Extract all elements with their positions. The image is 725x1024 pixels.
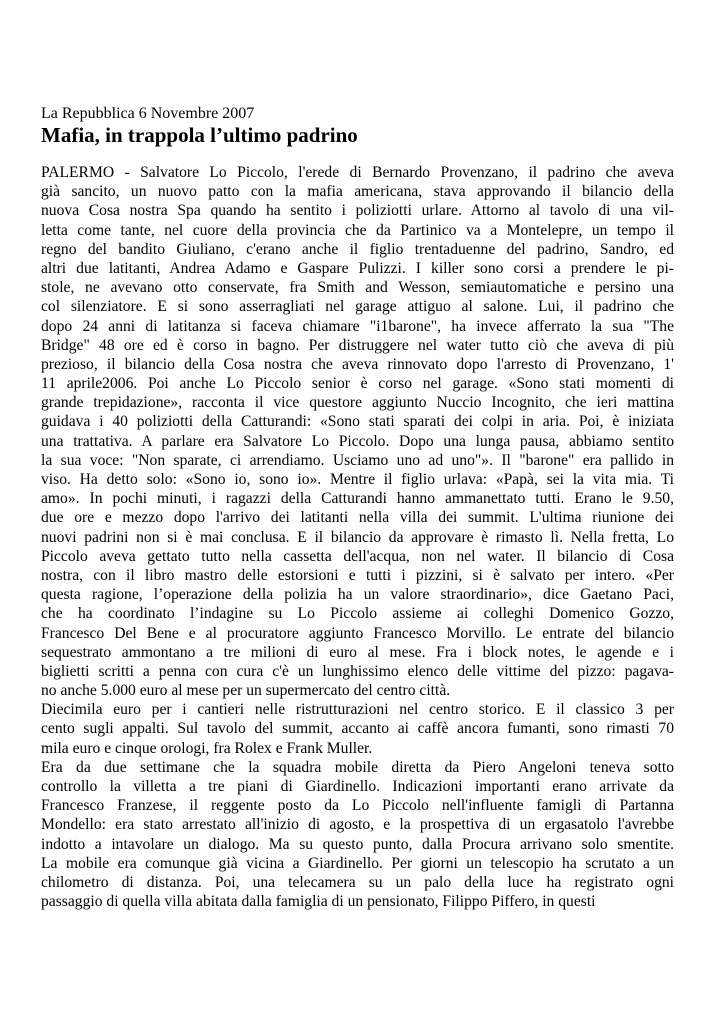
article-line: nuovi padrini non si è mai conclusa. E il bilancio da approvare è rimasto lì. Nella fretta, Lo bbox=[41, 528, 674, 546]
article-line: grande trepidazione», racconta il vice questore aggiunto Nuccio Incognito, che ieri mattina bbox=[41, 394, 674, 412]
document-page bbox=[41, 104, 674, 911]
article-line: questa ragione, l’operazione della polizia ha un valore straordinario», dice Gaetano Paci, bbox=[41, 586, 674, 604]
article-line: cento sugli appalti. Sul tavolo del summit, accanto ai caffè ancora fumanti, sono rimasti 70 bbox=[41, 720, 674, 738]
article-line: biglietti scritti a penna con cura c'è un lunghissimo elenco delle vittime del pizzo: pagava- bbox=[41, 662, 674, 680]
article-line: Bridge" 48 ore ed è corso in bagno. Per distruggere nel water tutto ciò che aveva di più bbox=[41, 336, 674, 354]
article-line: passaggio di quella villa abitata dalla famiglia di un pensionato, Filippo Piffero, in questi bbox=[41, 893, 596, 911]
article-line: Diecimila euro per i cantieri nelle ristrutturazioni nel centro storico. E il classico 3 per bbox=[41, 701, 674, 719]
article-line: due ore e mezzo dopo l'arrivo dei latitanti nella villa dei summit. L'ultima riunione dei bbox=[41, 509, 674, 527]
article-line: col silenziatore. E si sono asserragliati nel garage attiguo al salone. Lui, il padrino che bbox=[41, 298, 674, 316]
article-line: viso. Ha detto solo: «Sono io, sono io». Mentre il figlio urlava: «Papà, sei la vita mia. Ti bbox=[41, 471, 674, 488]
article-line: una trattativa. A parlare era Salvatore Lo Piccolo. Dopo una lunga pausa, abbiamo sentito bbox=[41, 432, 674, 450]
article-line: prezioso, il bilancio della Cosa nostra che aveva rinnovato dopo l'arresto di Provenzano, 1' bbox=[41, 355, 674, 373]
article-line: 11 aprile2006. Poi anche Lo Piccolo senior è corso nel garage. «Sono stati momenti di bbox=[41, 375, 674, 393]
source-date-line: La Repubblica 6 Novembre 2007 bbox=[41, 105, 255, 122]
article-line: PALERMO - Salvatore Lo Piccolo, l'erede di Bernardo Provenzano, il padrino che aveva bbox=[41, 164, 674, 181]
article-line: Francesco Del Bene e al procuratore aggiunto Francesco Morvillo. Le entrate del bilancio bbox=[41, 624, 674, 642]
article-line: amo». In pochi minuti, i ragazzi della Catturandi hanno ammanettato tutti. Erano le 9.50, bbox=[41, 490, 674, 508]
article-line: nostra, con il libro mastro delle estorsioni e tutti i pizzini, si è salvato per intero. «Per bbox=[41, 566, 674, 584]
article-line: altri due latitanti, Andrea Adamo e Gaspare Pulizzi. I killer sono corsi a prendere le pi- bbox=[41, 259, 674, 277]
article-line: Francesco Franzese, il reggente posto da Lo Piccolo nell'influente famigli di Partanna bbox=[41, 797, 674, 815]
article-line: Mondello: era stato arrestato all'inizio di agosto, e la prospettiva di un ergasatolo l'avrebbe bbox=[41, 816, 674, 834]
article-line: già sancito, un nuovo patto con la mafia americana, stava approvando il bilancio della bbox=[41, 183, 674, 201]
article-line: la sua voce: "Non sparate, ci arrendiamo. Usciamo uno ad uno"». Il "barone" era pallido in bbox=[41, 451, 674, 469]
article-line: mila euro e cinque orologi, fra Rolex e Frank Muller. bbox=[41, 739, 373, 757]
article-line: regno del bandito Giuliano, c'erano anche il figlio trentaduenne del padrino, Sandro, ed bbox=[41, 240, 674, 258]
article-line: Piccolo aveva gettato tutto nella cassetta dell'acqua, non nel water. Il bilancio di Cosa bbox=[41, 547, 674, 565]
article-line: guidava i 40 poliziotti della Catturandi: «Sono stati sparati dei colpi in aria. Poi, è iniziata bbox=[41, 413, 674, 431]
article-line: stole, ne avevano otto conservate, fra Smith and Wesson, semiautomatiche e persino una bbox=[41, 279, 674, 297]
article-body bbox=[41, 163, 674, 911]
article-headline: Mafia, in trappola l’ultimo padrino bbox=[41, 123, 358, 147]
article-line: indotto a intavolare un dialogo. Ma su questo punto, dalla Procura arrivano solo smentite. bbox=[41, 835, 674, 853]
article-line: controllo la villetta a tre piani di Giardinello. Indicazioni importanti erano arrivate da bbox=[41, 778, 674, 795]
article-line: sequestrato ammontano a tre milioni di euro al mese. Fra i block notes, le agende e i bbox=[41, 643, 674, 661]
article-line: La mobile era comunque già vicina a Giardinello. Per giorni un telescopio ha scrutato a un bbox=[41, 854, 674, 872]
article-line: nuova Cosa nostra Spa quando ha sentito i poliziotti urlare. Attorno al tavolo di una vil- bbox=[41, 202, 674, 220]
article-line: che ha coordinato l’indagine su Lo Piccolo assieme ai colleghi Domenico Gozzo, bbox=[41, 605, 674, 623]
article-line: no anche 5.000 euro al mese per un supermercato del centro città. bbox=[41, 682, 451, 700]
article-line: dopo 24 anni di latitanza si faceva chiamare "i1barone", ha invece afferrato la sua "The bbox=[41, 317, 674, 335]
article-line: chilometro di distanza. Poi, una telecamera su un palo della luce ha registrato ogni bbox=[41, 873, 674, 891]
article-line: Era da due settimane che la squadra mobile diretta da Piero Angeloni teneva sotto bbox=[41, 758, 674, 776]
article-line: letta come tante, nel cuore della provincia che da Partinico va a Montelepre, un tempo il bbox=[41, 221, 674, 239]
